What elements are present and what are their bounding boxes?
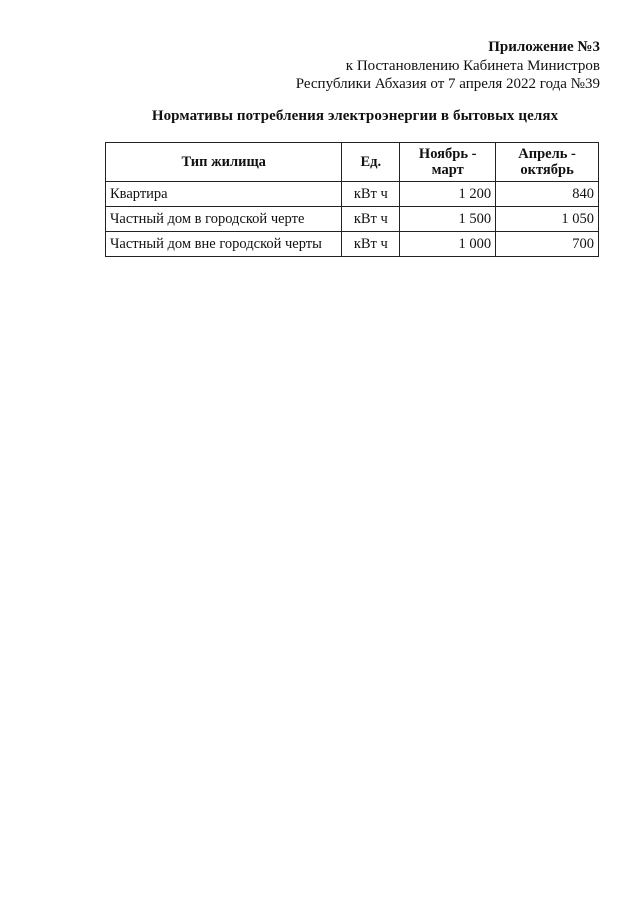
norms-table	[105, 142, 599, 257]
row-unit: кВт ч	[342, 182, 400, 207]
row-summer-value: 1 050	[496, 207, 599, 232]
table-row	[106, 207, 599, 232]
appendix-title: Приложение №3	[488, 39, 600, 55]
row-unit: кВт ч	[342, 207, 400, 232]
table-row	[106, 182, 599, 207]
row-summer-value: 700	[496, 232, 599, 257]
row-type: Квартира	[106, 182, 342, 207]
table-header-row	[106, 143, 599, 182]
header-summer: Апрель - октябрь	[496, 143, 599, 182]
row-type: Частный дом в городской черте	[106, 207, 342, 232]
header-unit: Ед.	[342, 143, 400, 182]
table-row	[106, 232, 599, 257]
row-unit: кВт ч	[342, 232, 400, 257]
appendix-header	[296, 38, 600, 94]
row-summer-value: 840	[496, 182, 599, 207]
appendix-reference-line-2: Республики Абхазия от 7 апреля 2022 года №39	[295, 76, 600, 92]
row-type: Частный дом вне городской черты	[106, 232, 342, 257]
appendix-reference-line-1: к Постановлению Кабинета Министров	[345, 57, 600, 74]
row-winter-value: 1 200	[400, 182, 496, 207]
row-winter-value: 1 000	[400, 232, 496, 257]
header-winter: Ноябрь - март	[400, 143, 496, 182]
header-type: Тип жилища	[106, 143, 342, 182]
document-title: Нормативы потребления электроэнергии в бытовых целях	[151, 108, 559, 124]
row-winter-value: 1 500	[400, 207, 496, 232]
